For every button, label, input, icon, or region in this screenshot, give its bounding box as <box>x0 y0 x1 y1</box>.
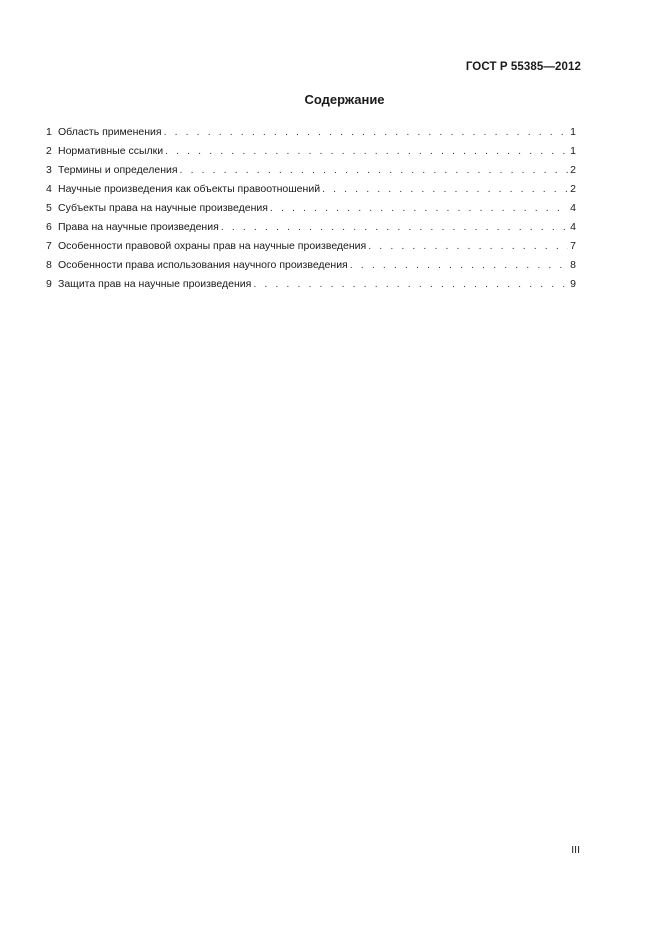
toc-entry-title: Научные произведения как объекты правоотношений <box>58 183 321 195</box>
toc-entry[interactable] <box>46 199 576 218</box>
dot-leader <box>164 123 569 142</box>
toc-entry-page: 9 <box>570 278 576 290</box>
toc-entry-page: 7 <box>570 240 576 252</box>
toc-entry-page: 4 <box>570 221 576 233</box>
dot-leader <box>350 256 568 275</box>
toc-entry-title: Нормативные ссылки <box>58 145 164 157</box>
dot-leader <box>221 218 568 237</box>
dot-leader <box>322 180 568 199</box>
dot-leader <box>368 237 568 256</box>
toc-entry-number: 7 <box>46 240 52 252</box>
toc-entry[interactable] <box>46 256 576 275</box>
toc-entry[interactable] <box>46 123 576 142</box>
toc-entry-title: Права на научные произведения <box>58 221 219 233</box>
toc-entry-number: 6 <box>46 221 52 233</box>
toc-entry-title: Термины и определения <box>58 164 178 176</box>
toc-entry[interactable] <box>46 180 576 199</box>
toc-entry-title: Область применения <box>58 126 162 138</box>
toc-entry-title: Особенности права использования научного произведения <box>58 259 348 271</box>
toc-entry-page: 2 <box>570 164 576 176</box>
dot-leader <box>180 161 569 180</box>
toc-entry[interactable] <box>46 142 576 161</box>
toc-entry-page: 8 <box>570 259 576 271</box>
dot-leader <box>270 199 568 218</box>
toc-entry[interactable] <box>46 275 576 294</box>
toc-entry-number: 8 <box>46 259 52 271</box>
toc-entry[interactable] <box>46 237 576 256</box>
toc-entry-page: 2 <box>570 183 576 195</box>
toc-entry[interactable] <box>46 218 576 237</box>
toc-title: Содержание <box>304 92 385 107</box>
toc-entry-number: 3 <box>46 164 52 176</box>
document-code: ГОСТ Р 55385—2012 <box>465 61 581 73</box>
toc-entry-page: 4 <box>570 202 576 214</box>
toc-entry[interactable] <box>46 161 576 180</box>
toc-entry-page: 1 <box>570 145 576 157</box>
table-of-contents <box>46 123 576 294</box>
toc-entry-title: Защита прав на научные произведения <box>58 278 252 290</box>
dot-leader <box>165 142 568 161</box>
toc-entry-number: 1 <box>46 126 52 138</box>
toc-entry-page: 1 <box>570 126 576 138</box>
toc-entry-title: Субъекты права на научные произведения <box>58 202 268 214</box>
toc-entry-number: 2 <box>46 145 52 157</box>
toc-entry-number: 5 <box>46 202 52 214</box>
toc-entry-number: 4 <box>46 183 52 195</box>
toc-entry-title: Особенности правовой охраны прав на научные произведения <box>58 240 367 252</box>
dot-leader <box>253 275 568 294</box>
toc-entry-number: 9 <box>46 278 52 290</box>
page-number: III <box>571 844 580 856</box>
